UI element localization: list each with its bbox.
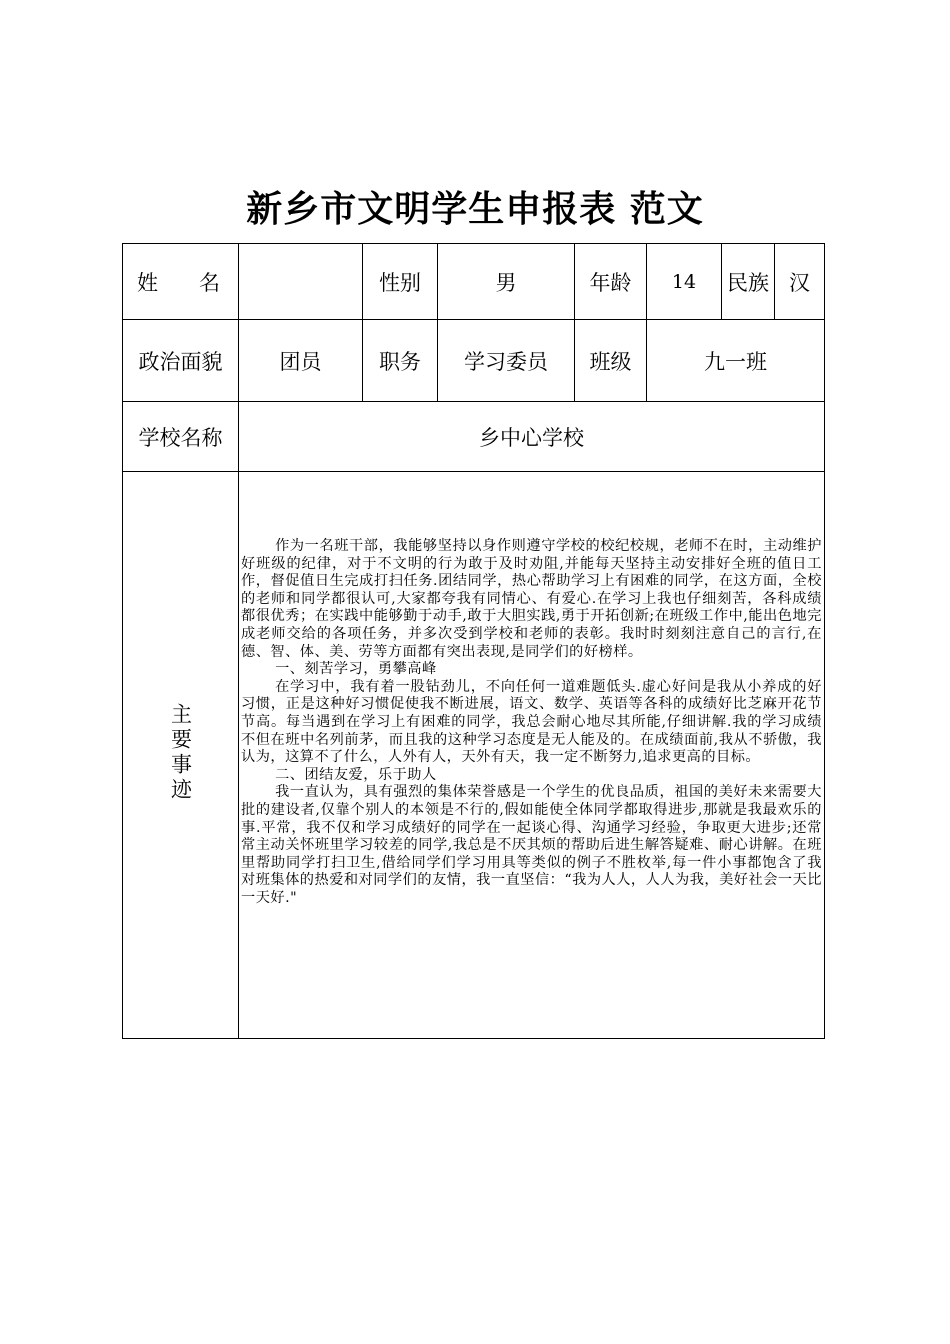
position-label: 职务	[363, 320, 438, 402]
class-value: 九一班	[647, 320, 825, 402]
school-label: 学校名称	[123, 402, 239, 472]
deeds-paragraph: 作为一名班干部，我能够坚持以身作则遵守学校的校纪校规，老师不在时，主动维护好班级的纪律，对于不文明的行为敢于及时劝阻,并能每天坚持主动安排好全班的值日工作，督促值日生完成打扫任务.团结同学，热心帮助学习上有困难的同学，在这方面，全校的老师和同学都很认可,大家都夸我有同情心、有爱心.在学习上我也仔细刻苦，各科成绩都很优秀；在实践中能够勤于动手,敢于大胆实践,勇于开拓创新;在班级工作中,能出色地完成老师交给的各项任务，并多次受到学校和老师的表彰。我时时刻刻注意自己的言行,在德、智、体、美、劳等方面都有突出表现,是同学们的好榜样。	[241, 538, 822, 660]
gender-value: 男	[438, 244, 575, 320]
deeds-label-cell	[123, 472, 239, 1039]
deeds-heading: 一、刻苦学习，勇攀高峰	[275, 661, 437, 678]
deeds-paragraph: 我一直认为，具有强烈的集体荣誉感是一个学生的优良品质，祖国的美好未来需要大批的建设者,仅靠个别人的本领是不行的,假如能使全体同学都取得进步,那就是我最欢乐的事.平常，我不仅和学习成绩好的同学在一起谈心得、沟通学习经验，争取更大进步;还常常主动关怀班里学习较差的同学,我总是不厌其烦的帮助后进生解答疑难、耐心讲解。在班里帮助同学打扫卫生,借给同学们学习用具等类似的例子不胜枚举,每一件小事都饱含了我对班集体的热爱和对同学们的友情，我一直坚信：“我为人人，人人为我，美好社会一天比一天好."	[241, 784, 822, 906]
row-political-info	[123, 320, 825, 402]
application-form-table	[122, 243, 825, 1039]
name-value	[239, 244, 363, 320]
deeds-heading: 二、团结友爱，乐于助人	[275, 766, 437, 783]
ethnicity-value: 汉	[775, 244, 825, 320]
row-basic-info	[123, 244, 825, 320]
name-label: 姓名	[123, 244, 239, 320]
page-title: 新乡市文明学生申报表 范文	[246, 188, 704, 230]
position-value: 学习委员	[438, 320, 575, 402]
deeds-text	[239, 472, 824, 907]
gender-label: 性别	[363, 244, 438, 320]
class-label: 班级	[575, 320, 647, 402]
deeds-label: 主要事迹	[168, 702, 193, 803]
school-value: 乡中心学校	[239, 402, 825, 472]
political-label: 政治面貌	[123, 320, 239, 402]
age-label: 年龄	[575, 244, 647, 320]
row-main-deeds	[123, 472, 825, 1039]
ethnicity-label: 民族	[722, 244, 775, 320]
deeds-paragraph: 在学习中，我有着一股钻劲儿，不向任何一道难题低头.虚心好问是我从小养成的好习惯，正是这种好习惯促使我不断进展，语文、数学、英语等各科的成绩好比芝麻开花节节高。每当遇到在学习上有困难的同学，我总会耐心地尽其所能,仔细讲解.我的学习成绩不但在班中名列前茅，而且我的这种学习态度是无人能及的。在成绩面前,我从不骄傲，我认为，这算不了什么，人外有人，天外有天，我一定不断努力,追求更高的目标。	[241, 678, 822, 766]
political-value: 团员	[239, 320, 363, 402]
row-school	[123, 402, 825, 472]
deeds-content-cell	[239, 472, 825, 1039]
age-value: 14	[647, 244, 722, 320]
